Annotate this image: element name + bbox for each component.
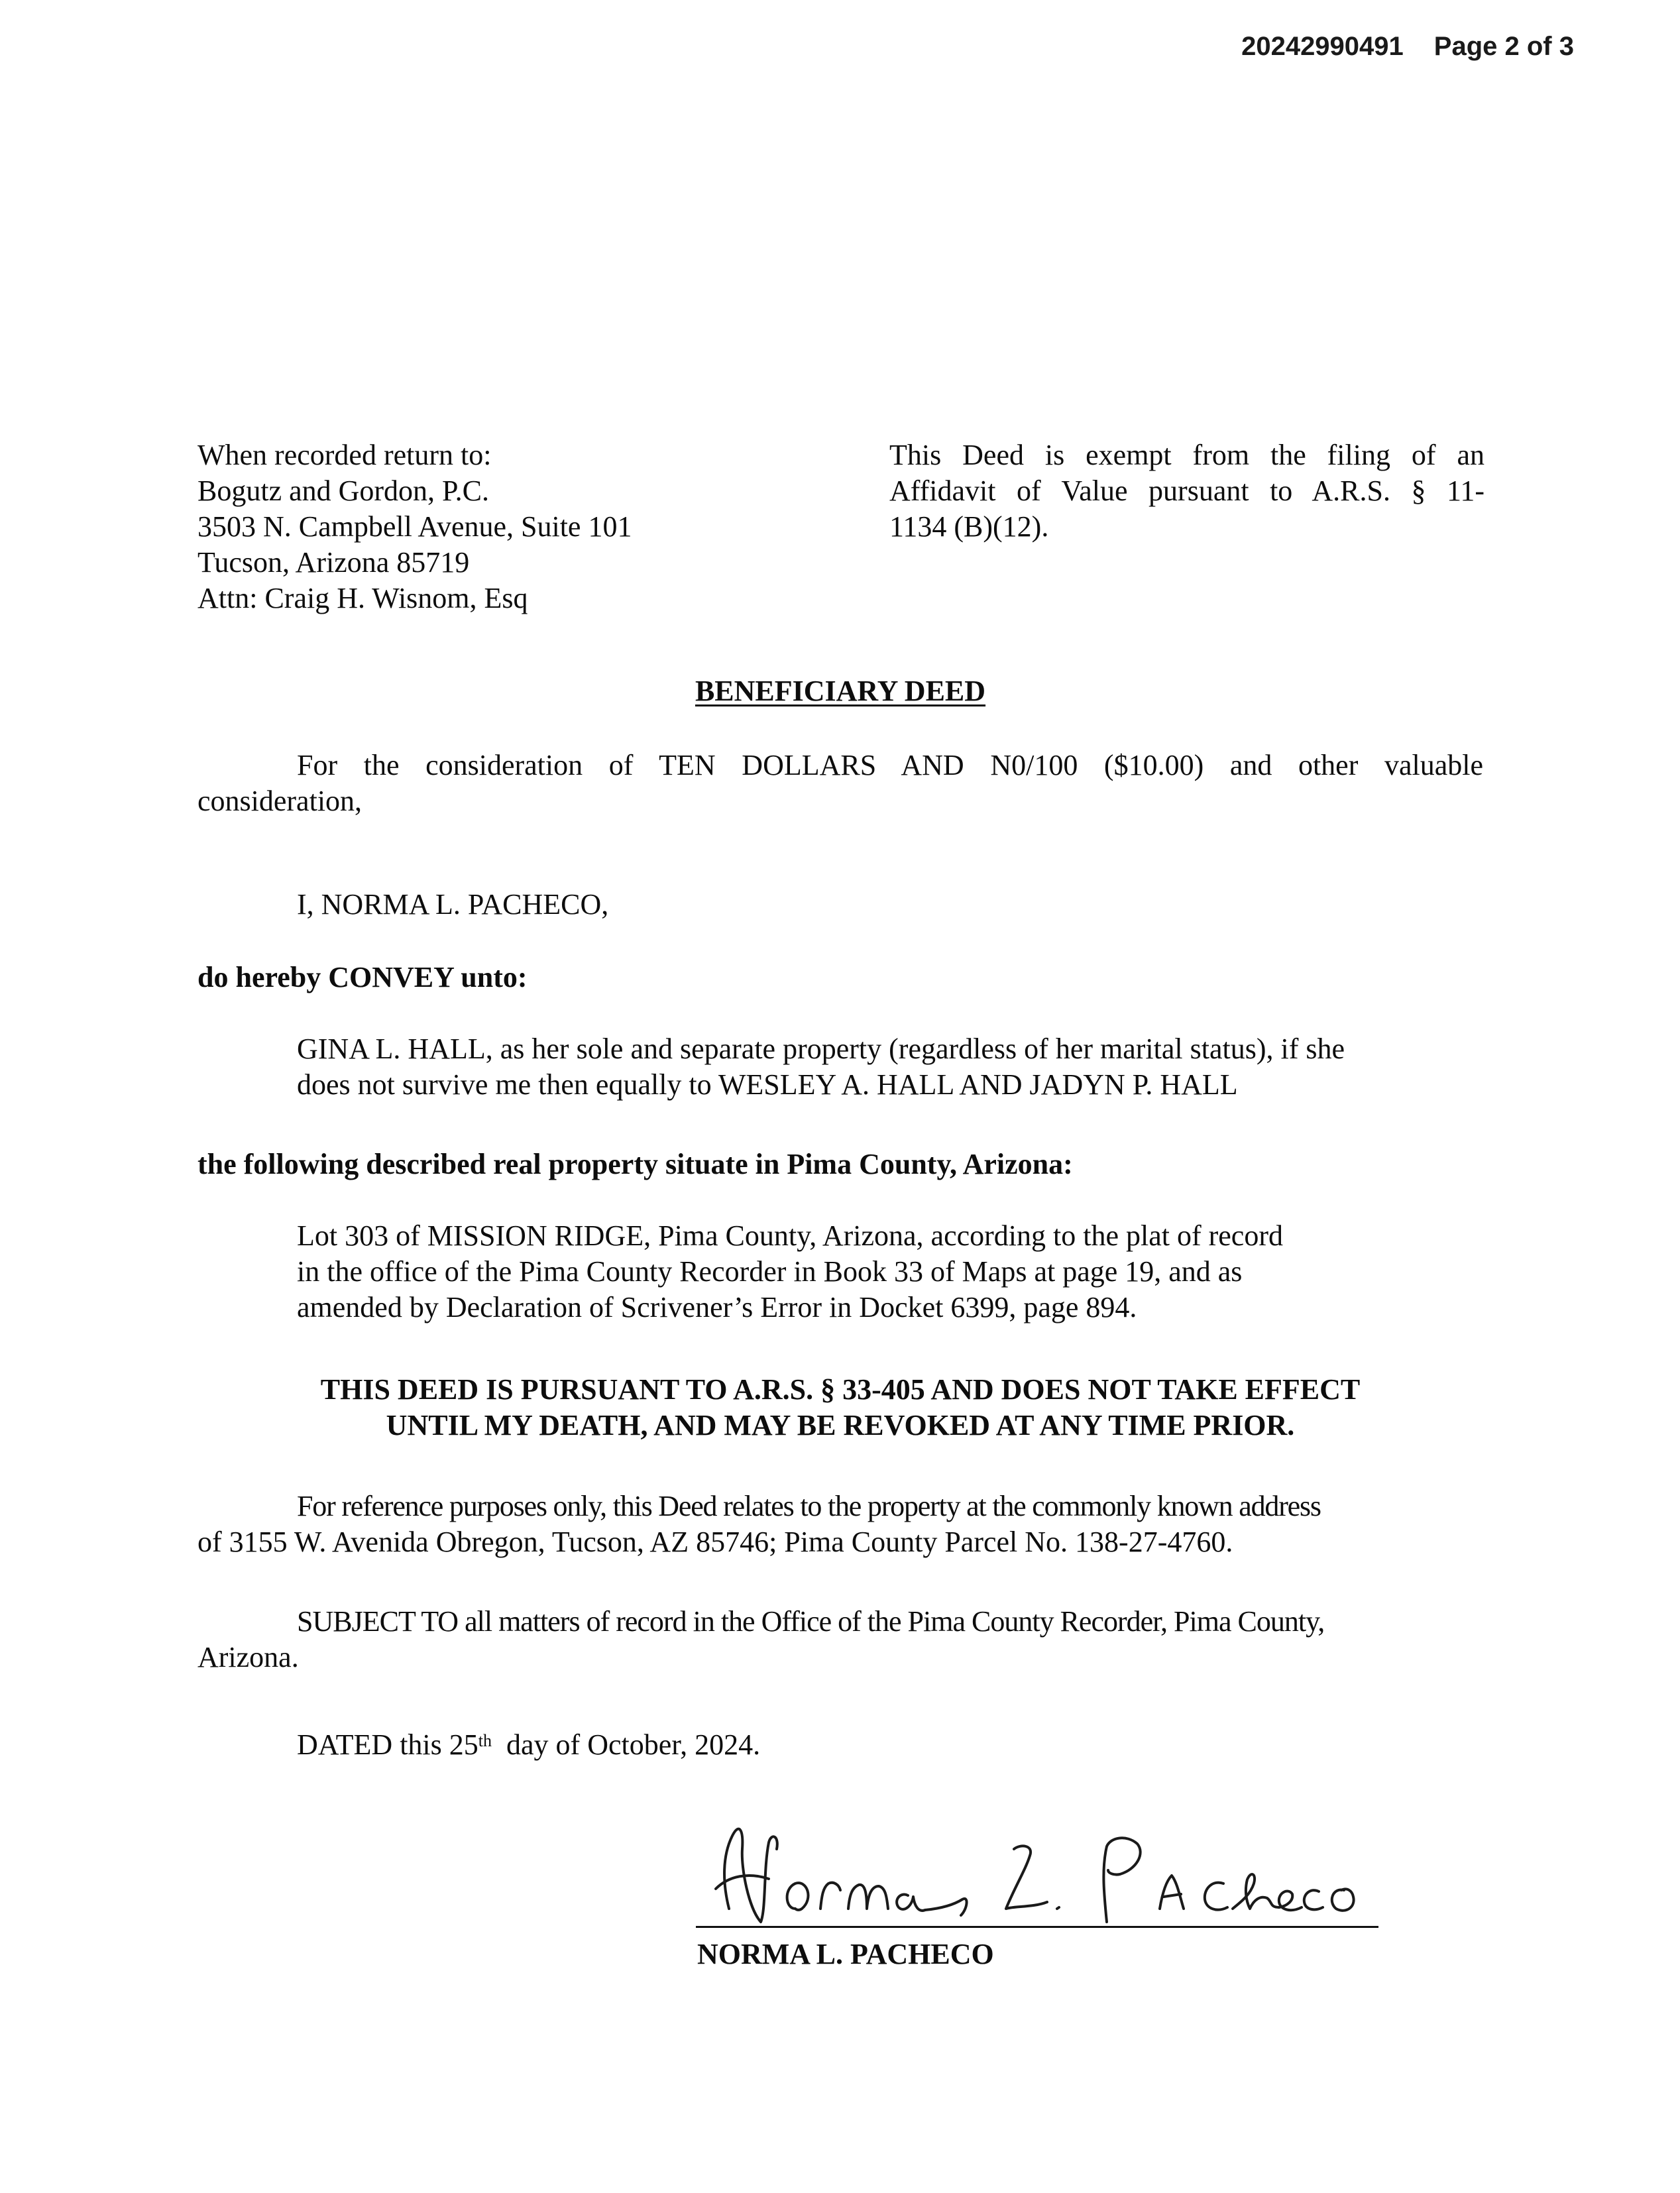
grantor-line: I, NORMA L. PACHECO,: [297, 888, 609, 921]
reference-paragraph: [197, 1489, 1483, 1560]
reference-line: of 3155 W. Avenida Obregon, Tucson, AZ 85746; Pima County Parcel No. 138-27-4760.: [197, 1526, 1233, 1558]
signature-line: [696, 1926, 1378, 1928]
statutory-notice: [197, 1372, 1483, 1443]
legal-description-line: Lot 303 of MISSION RIDGE, Pima County, Arizona, according to the plat of record: [297, 1219, 1283, 1252]
dated-line: [297, 1727, 760, 1763]
exemption-line: 1134 (B)(12).: [889, 510, 1049, 543]
return-to-line: When recorded return to:: [197, 439, 492, 471]
statutory-notice-line: THIS DEED IS PURSUANT TO A.R.S. § 33-405 AND DOES NOT TAKE EFFECT: [320, 1373, 1361, 1406]
subject-to-line: Arizona.: [197, 1641, 299, 1673]
consideration-line: consideration,: [197, 785, 363, 817]
return-to-line: Tucson, Arizona 85719: [197, 546, 470, 579]
subject-to-paragraph: [197, 1604, 1483, 1675]
return-to-line: Bogutz and Gordon, P.C.: [197, 475, 489, 507]
grantee-line: GINA L. HALL, as her sole and separate property (regardless of her marital status), if she: [297, 1033, 1345, 1065]
handwritten-signature: [702, 1809, 1378, 1942]
page-indicator: Page 2 of 3: [1433, 32, 1574, 61]
legal-description-line: in the office of the Pima County Recorder in Book 33 of Maps at page 19, and as: [297, 1255, 1243, 1288]
return-to-block: [197, 437, 632, 616]
recording-header: [1241, 32, 1574, 62]
exemption-line: This Deed is exempt from the filing of an: [889, 439, 1484, 471]
document-number: 20242990491: [1241, 32, 1404, 61]
grantee-line: does not survive me then equally to WESLEY A. HALL AND JADYN P. HALL: [297, 1068, 1238, 1101]
dated-ordinal: th: [478, 1731, 492, 1750]
dated-suffix: day of October, 2024.: [506, 1728, 761, 1761]
consideration-paragraph: [197, 748, 1483, 819]
return-to-line: 3503 N. Campbell Avenue, Suite 101: [197, 510, 632, 543]
consideration-line: For the consideration of TEN DOLLARS AND N0/100 ($10.00) and other valuable: [297, 749, 1483, 781]
convey-heading: do hereby CONVEY unto:: [197, 961, 528, 993]
subject-to-line: SUBJECT TO all matters of record in the Office of the Pima County Recorder, Pima County,: [297, 1605, 1325, 1638]
legal-description: [297, 1218, 1283, 1325]
dated-prefix: DATED this 25: [297, 1728, 478, 1761]
statutory-notice-line: UNTIL MY DEATH, AND MAY BE REVOKED AT ANY TIME PRIOR.: [386, 1409, 1295, 1441]
legal-description-line: amended by Declaration of Scrivener’s Error in Docket 6399, page 894.: [297, 1291, 1137, 1323]
signer-printed-name: NORMA L. PACHECO: [697, 1938, 994, 1970]
property-heading: the following described real property situate in Pima County, Arizona:: [197, 1148, 1073, 1180]
return-to-line: Attn: Craig H. Wisnom, Esq: [197, 582, 528, 614]
exemption-line: Affidavit of Value pursuant to A.R.S. § 11-: [889, 475, 1484, 507]
reference-line: For reference purposes only, this Deed relates to the property at the commonly known address: [297, 1490, 1321, 1522]
grantee-block: [297, 1031, 1345, 1103]
exemption-block: [889, 437, 1484, 545]
document-title: BENEFICIARY DEED: [695, 675, 986, 707]
